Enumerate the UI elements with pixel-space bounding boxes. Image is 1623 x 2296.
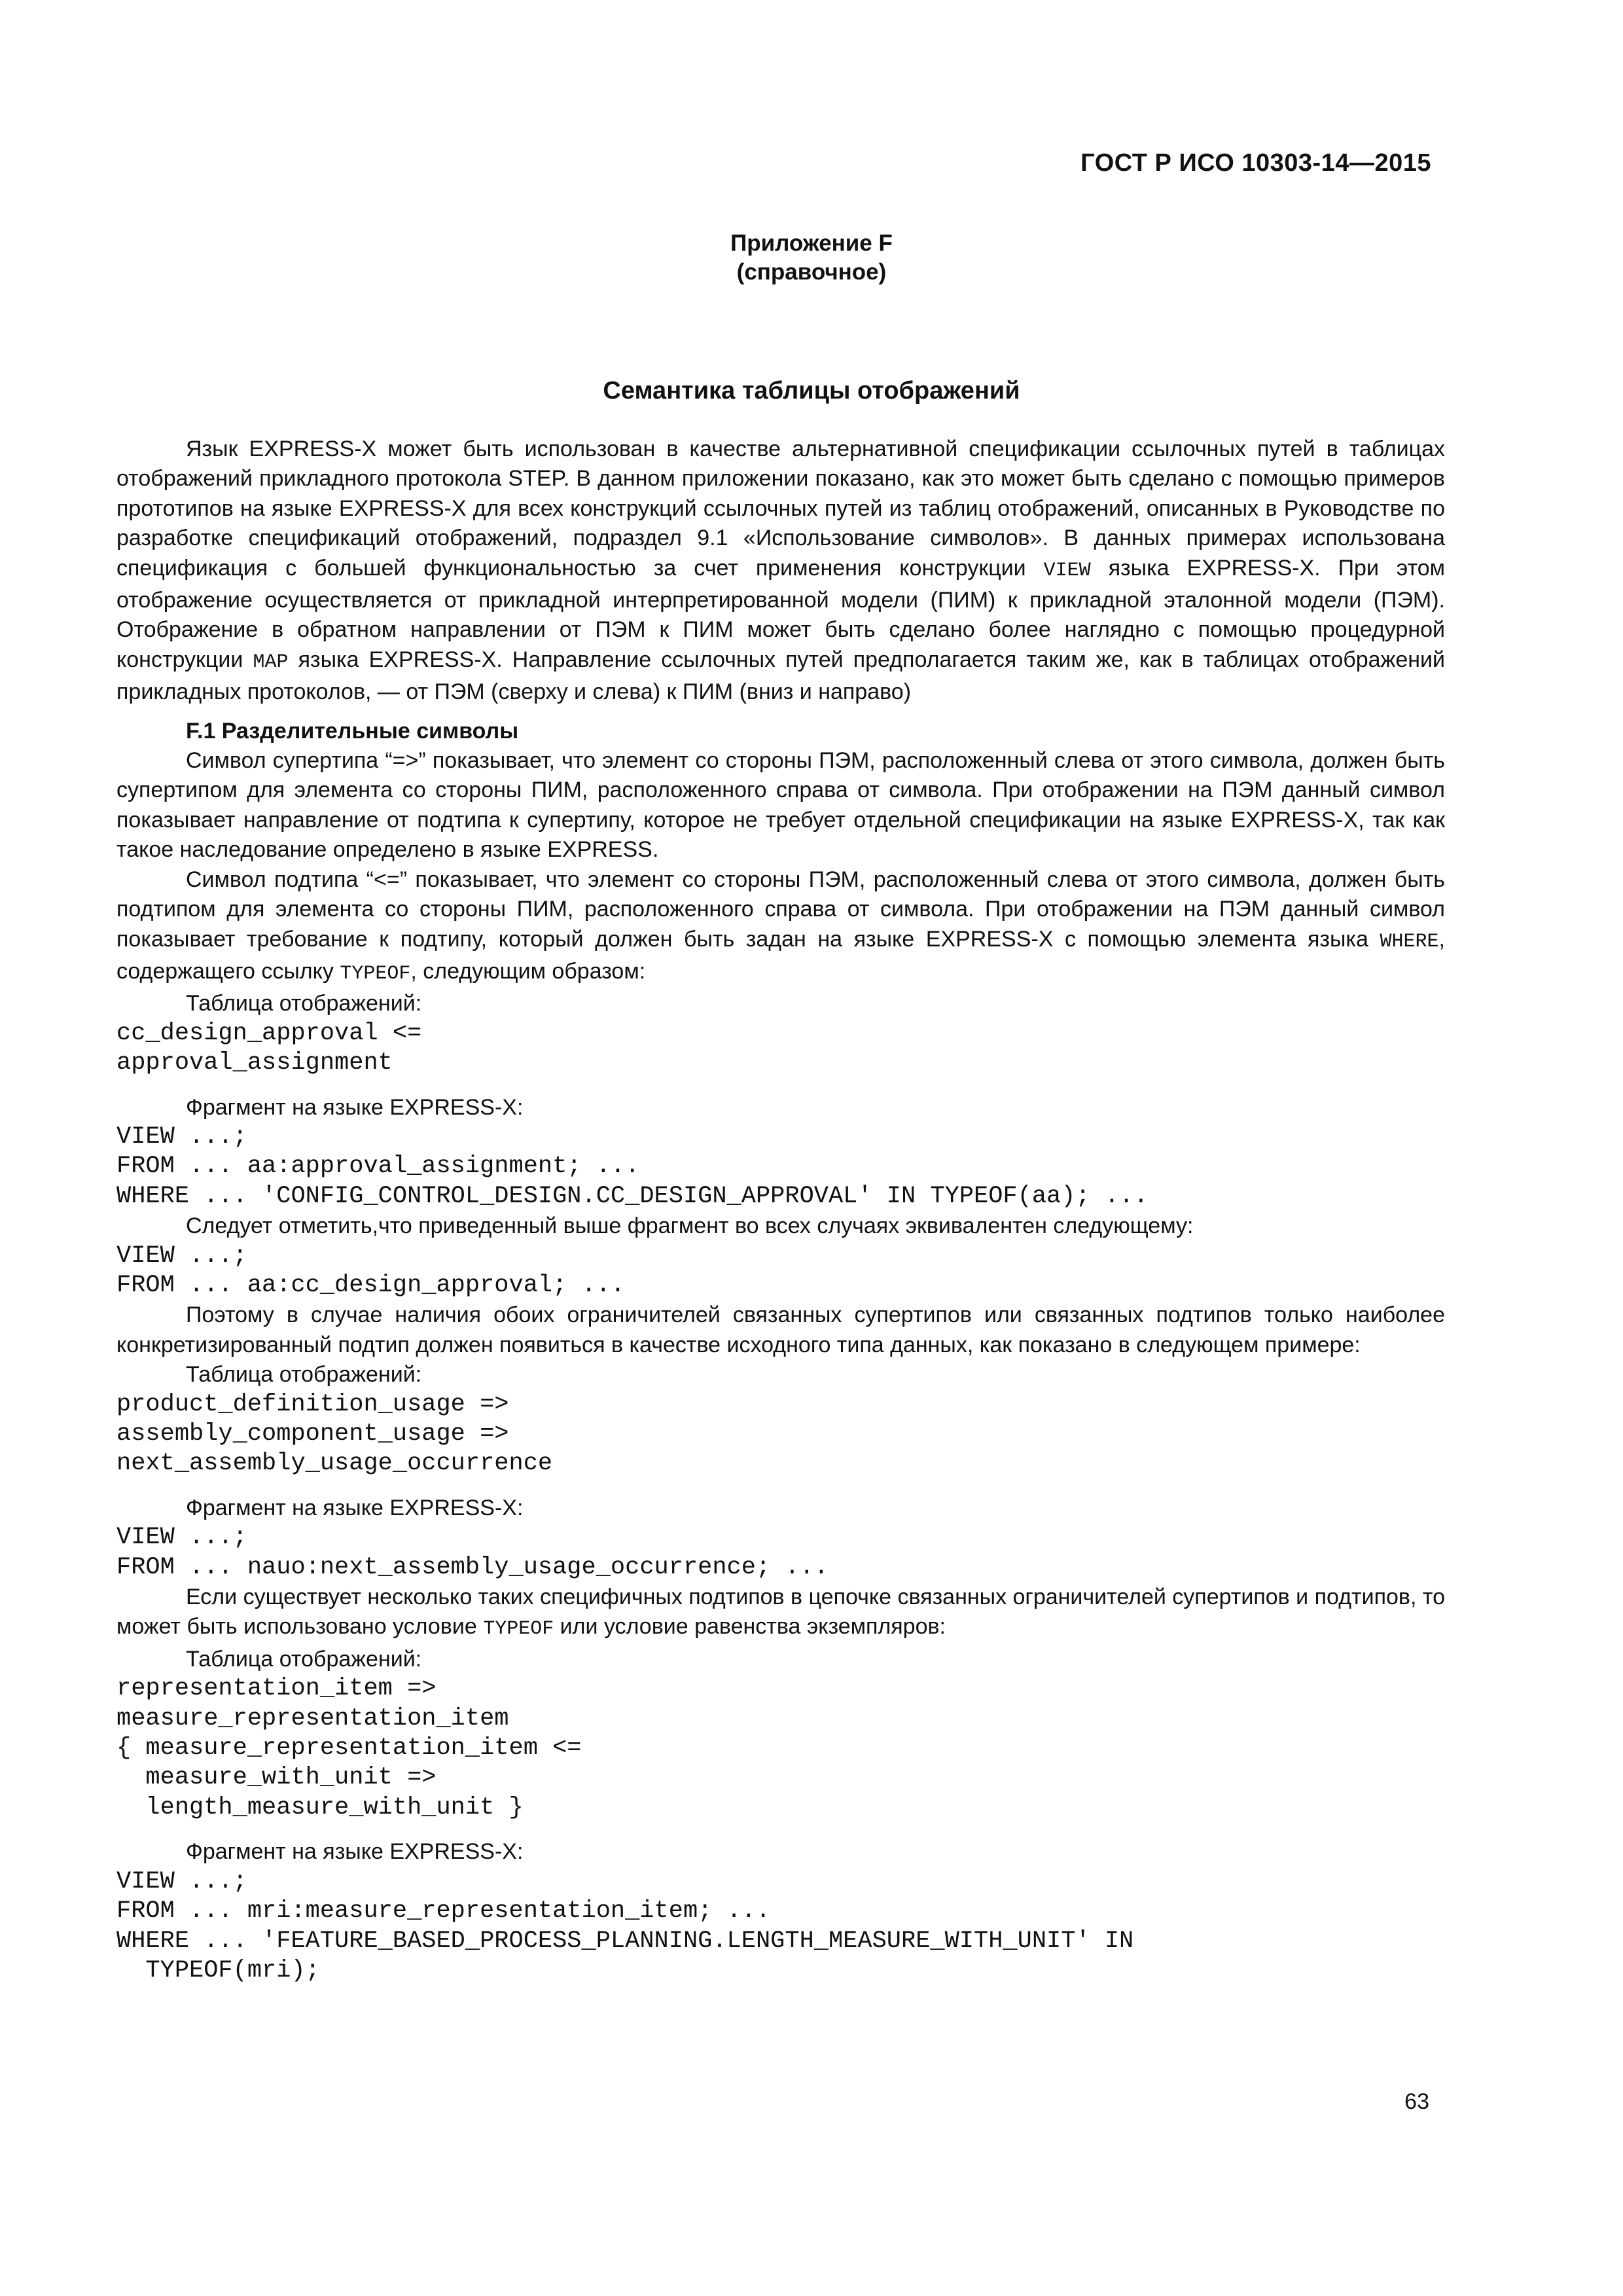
fragment-label: Фрагмент на языке EXPRESS-X: [186,1839,524,1865]
code-block-6 [116,1674,1445,1823]
keyword-where: WHERE [1380,930,1439,953]
code-line: VIEW ...; [116,1122,247,1151]
supertype-paragraph: Символ супертипа “=>” показывает, что элемент со стороны ПЭМ, расположенный слева от этого символа, должен быть супертипом для элемента со стороны ПИМ, расположенного справа от символа. При отображении на ПЭМ данный символ показывает направление от подтипа к супертипу, которое не требует отдельной спецификации на языке EXPRESS-X, так как такое наследование определено в языке EXPRESS. [116,748,1445,863]
code-line: TYPEOF(mri); [116,1956,320,1984]
intro-paragraph [116,435,1445,708]
multiple-text-2: или условие равенства экземпляров: [554,1614,946,1640]
standard-header: ГОСТ Р ИСО 10303-14—2015 [1080,149,1431,177]
code-line: VIEW ...; [116,1524,247,1552]
code-line: FROM ... nauo:next_assembly_usage_occurrence; ... [116,1553,829,1581]
keyword-view: VIEW [1043,559,1091,582]
keyword-typeof: TYPEOF [340,962,411,985]
annex-title: Приложение F [730,230,893,256]
keyword-typeof: TYPEOF [483,1618,554,1641]
subtype-paragraph [116,865,1445,990]
mapping-table-label: Таблица отображений: [186,1646,422,1672]
code-block-4 [116,1390,1445,1479]
annex-heading [0,229,1623,287]
code-line: approval_assignment [116,1049,393,1077]
code-line: WHERE ... 'FEATURE_BASED_PROCESS_PLANNING.LENGTH_MEASURE_WITH_UNIT' IN [116,1927,1134,1955]
subtype-text-2: , содержащего ссылку [116,926,1445,984]
code-line: VIEW ...; [116,1242,247,1270]
specific-subtype-paragraph: Поэтому в случае наличия обоих ограничителей связанных супертипов или связанных подтипов только наиболее конкретизированный подтип должен появиться в качестве исходного типа данных, как показано в следующем примере: [116,1302,1445,1357]
code-block-5 [116,1523,1445,1583]
equivalence-note: Следует отметить,что приведенный выше фрагмент во всех случаях эквивалентен следующему: [186,1213,1194,1239]
code-line: assembly_component_usage => [116,1420,509,1448]
code-line: next_assembly_usage_occurrence [116,1450,553,1478]
code-block-1 [116,1019,1445,1079]
code-line: cc_design_approval <= [116,1019,422,1047]
code-block-3 [116,1242,1445,1301]
code-block-2 [116,1122,1445,1211]
code-line: product_definition_usage => [116,1390,509,1418]
subsection-heading: F.1 Разделительные символы [186,718,519,744]
mapping-table-label: Таблица отображений: [186,991,422,1016]
code-line: { measure_representation_item <= [116,1734,582,1763]
subtype-text-3: , следующим образом: [410,958,646,984]
main-content [116,435,1445,1986]
multiple-subtypes-paragraph [116,1583,1445,1645]
code-line: measure_representation_item [116,1704,509,1732]
section-title: Семантика таблицы отображений [603,377,1020,404]
subtype-text-1: Символ подтипа “<=” показывает, что элемент со стороны ПЭМ, расположенный слева от этого символа, должен быть подтипом для элемента со стороны ПИМ, расположенного справа от символа. При отображении на ПЭМ данный символ показывает требование к подтипу, который должен быть задан на языке EXPRESS-X с помощью элемента языка [116,867,1445,952]
intro-text-2: языка EXPRESS-X. При этом отображение осуществляется от прикладной интерпретированной модели (ПИМ) к прикладной эталонной модели (ПЭМ). Отображение в обратном направлении от ПЭМ к ПИМ может быть сделано более наглядно с помощью процедурной конструкции [116,555,1445,672]
annex-type: (справочное) [736,259,887,285]
fragment-label: Фрагмент на языке EXPRESS-X: [186,1495,524,1520]
code-line: WHERE ... 'CONFIG_CONTROL_DESIGN.CC_DESIGN_APPROVAL' IN TYPEOF(aa); ... [116,1182,1149,1210]
multiple-text-1: Если существует несколько таких специфичных подтипов в цепочке связанных ограничителей супертипов и подтипов, то может быть использовано условие [116,1585,1445,1640]
page-number: 63 [1404,2089,1429,2114]
intro-text-1: Язык EXPRESS-X может быть использован в качестве альтернативной спецификации ссылочных путей в таблицах отображений прикладного протокола STEP. В данном приложении показано, как это может быть сделано с помощью примеров прототипов на языке EXPRESS-X для всех конструкций ссылочных путей из таблиц отображений, описанных в Руководстве по разработке спецификаций отображений, подраздел 9.1 «Использование символов». В данных примерах использована спецификация с большей функциональностью за счет применения конструкции [116,437,1445,581]
intro-text-3: языка EXPRESS-X. Направление ссылочных путей предполагается таким же, как в таблицах отображений прикладных протоколов, — от ПЭМ (сверху и слева) к ПИМ (вниз и направо) [116,647,1445,705]
code-line: FROM ... aa:cc_design_approval; ... [116,1271,626,1299]
code-line: VIEW ...; [116,1867,247,1895]
fragment-label: Фрагмент на языке EXPRESS-X: [186,1094,524,1120]
mapping-table-label: Таблица отображений: [186,1362,422,1388]
keyword-map: MAP [253,651,289,673]
code-block-7 [116,1867,1445,1986]
code-line: FROM ... mri:measure_representation_item; ... [116,1897,771,1926]
code-line: representation_item => [116,1675,437,1703]
code-line: FROM ... aa:approval_assignment; ... [116,1153,640,1181]
code-line: measure_with_unit => [116,1764,437,1792]
code-line: length_measure_with_unit } [116,1793,524,1821]
